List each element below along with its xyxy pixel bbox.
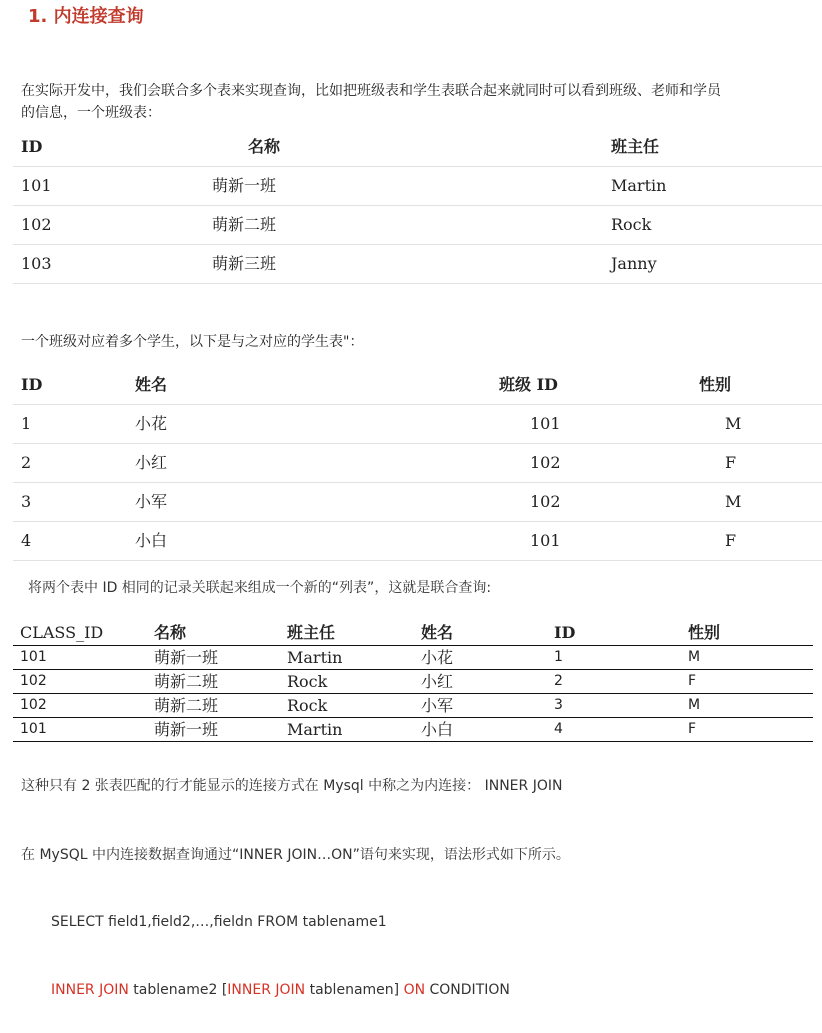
cell-name: 小花	[135, 414, 168, 433]
code-line-2	[51, 979, 510, 1001]
cell-teacher: Rock	[287, 696, 328, 715]
cell-gender: M	[688, 649, 701, 665]
table-row	[13, 646, 813, 670]
keyword-on: ON	[403, 982, 426, 998]
keyword-inner-join-optional: INNER JOIN	[227, 982, 306, 998]
cell-id: 1	[554, 649, 563, 665]
cell-gender: M	[688, 697, 701, 713]
header-id: ID	[554, 623, 576, 642]
table-row	[13, 245, 822, 284]
cell-name: 萌新一班	[154, 720, 219, 739]
cell-name: 小红	[135, 453, 168, 472]
join-table-header	[13, 621, 813, 646]
student-intro: 一个班级对应着多个学生，以下是与之对应的学生表"：	[21, 334, 364, 350]
code-tablen: tablenamen]	[305, 982, 404, 998]
cell-name: 萌新二班	[212, 215, 277, 234]
cell-gender: F	[688, 721, 697, 737]
cell-name: 小军	[135, 492, 168, 511]
keyword-inner-join: INNER JOIN	[51, 982, 129, 998]
cell-student-name: 小白	[421, 720, 454, 739]
header-gender: 性别	[699, 375, 732, 394]
table-row	[13, 483, 822, 522]
cell-class-id: 101	[20, 649, 47, 665]
cell-name: 萌新一班	[212, 176, 277, 195]
cell-teacher: Martin	[611, 176, 667, 195]
cell-class-id: 102	[20, 697, 47, 713]
cell-gender: F	[688, 673, 697, 689]
cell-gender: F	[725, 531, 737, 550]
table-row	[13, 444, 822, 483]
cell-id: 101	[21, 176, 52, 195]
join-table	[13, 621, 813, 742]
student-table	[13, 366, 822, 561]
cell-class-id: 102	[20, 673, 47, 689]
cell-teacher: Martin	[287, 648, 343, 667]
table-row	[13, 522, 822, 561]
header-id: ID	[21, 137, 43, 156]
cell-class-id: 101	[530, 531, 561, 550]
section-heading: 1. 内连接查询	[28, 6, 144, 27]
cell-name: 萌新一班	[154, 648, 219, 667]
header-student-name: 姓名	[421, 623, 454, 642]
student-table-header	[13, 366, 822, 405]
cell-student-name: 小红	[421, 672, 454, 691]
cell-teacher: Rock	[611, 215, 652, 234]
cell-id: 4	[554, 721, 563, 737]
intro-line-1: 在实际开发中，我们会联合多个表来实现查询，比如把班级表和学生表联合起来就同时可以看到班级、老师和学员	[21, 83, 721, 99]
cell-class-id: 101	[530, 414, 561, 433]
inner-join-note: 这种只有 2 张表匹配的行才能显示的连接方式在 Mysql 中称之为内连接： INNER JOIN	[21, 778, 563, 794]
header-name: 名称	[154, 623, 187, 642]
header-name: 名称	[248, 137, 281, 156]
cell-teacher: Rock	[287, 672, 328, 691]
code-condition: CONDITION	[425, 982, 510, 998]
code-table2: tablename2 [	[128, 982, 228, 998]
header-class-id: CLASS_ID	[20, 623, 104, 642]
cell-teacher: Janny	[611, 254, 657, 273]
header-teacher: 班主任	[287, 623, 336, 642]
cell-student-name: 小花	[421, 648, 454, 667]
table-row	[13, 718, 813, 742]
cell-id: 1	[21, 414, 32, 433]
table-row	[13, 670, 813, 694]
cell-gender: M	[725, 414, 742, 433]
header-gender: 性别	[688, 623, 721, 642]
intro-line-2: 的信息，一个班级表：	[21, 105, 161, 121]
cell-class-id: 101	[20, 721, 47, 737]
cell-class-id: 102	[530, 453, 561, 472]
class-table-header	[13, 128, 822, 167]
join-intro: 将两个表中 ID 相同的记录关联起来组成一个新的“列表”，这就是联合查询:	[28, 580, 492, 596]
table-row	[13, 694, 813, 718]
header-class-id: 班级 ID	[499, 375, 558, 394]
header-teacher: 班主任	[611, 137, 660, 156]
cell-name: 萌新二班	[154, 672, 219, 691]
cell-name: 萌新二班	[154, 696, 219, 715]
header-name: 姓名	[135, 375, 168, 394]
cell-gender: M	[725, 492, 742, 511]
cell-id: 3	[21, 492, 32, 511]
cell-id: 2	[21, 453, 32, 472]
cell-name: 小白	[135, 531, 168, 550]
cell-id: 103	[21, 254, 52, 273]
table-row	[13, 167, 822, 206]
cell-id: 2	[554, 673, 563, 689]
syntax-note: 在 MySQL 中内连接数据查询通过“INNER JOIN…ON”语句来实现，语法形式如下所示。	[21, 847, 570, 863]
cell-id: 3	[554, 697, 563, 713]
cell-id: 4	[21, 531, 32, 550]
header-id: ID	[21, 375, 43, 394]
table-row	[13, 206, 822, 245]
cell-student-name: 小军	[421, 696, 454, 715]
class-table	[13, 128, 822, 284]
table-row	[13, 405, 822, 444]
cell-name: 萌新三班	[212, 254, 277, 273]
cell-class-id: 102	[530, 492, 561, 511]
cell-id: 102	[21, 215, 52, 234]
code-line-1: SELECT field1,field2,…,fieldn FROM tablename1	[51, 914, 387, 930]
cell-teacher: Martin	[287, 720, 343, 739]
cell-gender: F	[725, 453, 737, 472]
